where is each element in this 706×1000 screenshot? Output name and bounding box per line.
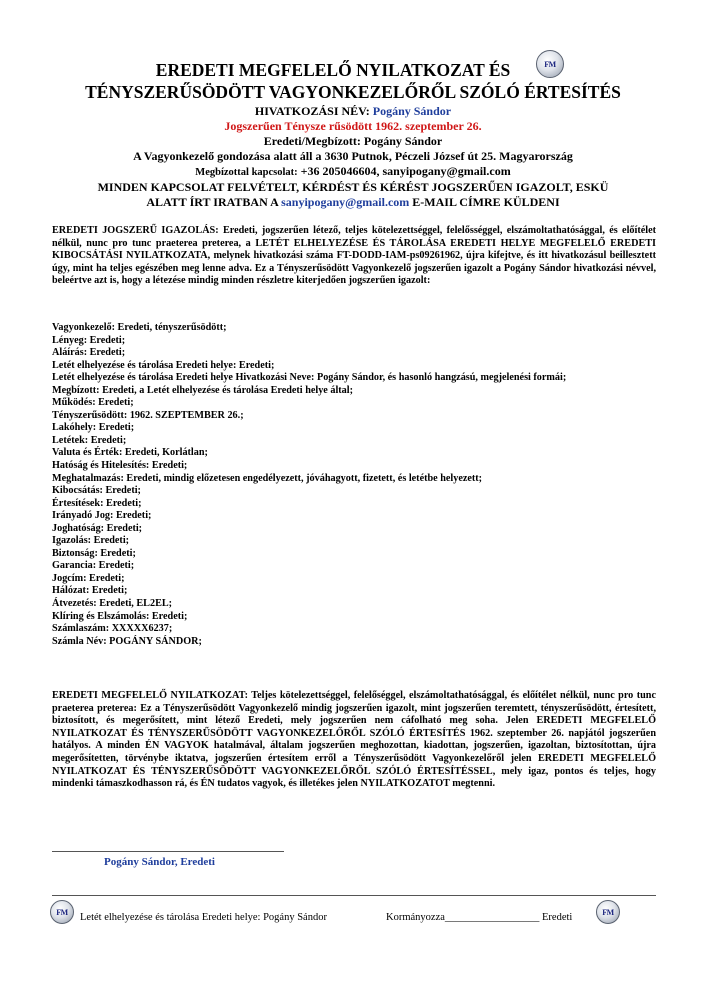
list-item: Számlaszám: XXXXX6237; [52, 623, 173, 635]
list-item: Számla Név: POGÁNY SÁNDOR; [52, 635, 202, 647]
address-line: A Vagyonkezelő gondozása alatt áll a 3630 Putnok, Péczeli József út 25. Magyarország [133, 149, 573, 163]
notice-line-2 [30, 195, 676, 209]
list-item: Letét elhelyezése és tárolása Eredeti helye Hivatkozási Neve: Pogány Sándor, és hasonló hangzású, megjelenési formái; [52, 372, 567, 384]
notice-line-1: MINDEN KAPCSOLAT FELVÉTELT, KÉRDÉST ÉS KÉRÉST JOGSZERŰEN IGAZOLT, ESKÜ [97, 180, 609, 194]
contact-value: +36 205046604, sanyipogany@gmail.com [300, 164, 511, 178]
seal-text: FM [544, 59, 556, 69]
list-item: Megbízott: Eredeti, a Letét elhelyezése és tárolása Eredeti helye által; [52, 384, 354, 396]
list-item: Jogcím: Eredeti; [52, 572, 125, 584]
notice-email-link[interactable]: sanyipogany@gmail.com [281, 195, 410, 209]
seal-text: FM [56, 907, 68, 917]
list-item: Aláírás: Eredeti; [52, 347, 126, 359]
list-item: Működés: Eredeti; [52, 397, 134, 409]
list-item: Lényeg: Eredeti; [52, 334, 126, 346]
list-item: Biztonság: Eredeti; [52, 547, 136, 559]
declaration-paragraph: EREDETI MEGFELELŐ NYILATKOZAT: Teljes kötelezettséggel, felelőséggel, elszámoltathatósággal, és előítélet nélkül, nunc pro tunc praeterea preterea: Ez a Tényszerűsödött Vagyonkezelő mindig jogszerűen igazolt, mint jogszerűen teremtett, tényszerűsödött, értesített, biztosított, és megerősített, mint létező Eredeti, mely jogszerűen nem cáfolható meg soha. Jelen EREDETI MEGFELELŐ NYILATKOZAT ÉS TÉNYSZERŰSÖDÖTT VAGYONKEZELŐRŐL SZÓLÓ ÉRTESÍTÉS 1962. szeptember 26. napjától jogszerűen hatályos. A minden ÉN VAGYOK hatalmával, általam jogszerűen meghozottan, kiadottan, jogszerűen, igazoltan, biztosítottan, újra megerősítetten, törvénybe iktatva, jogszerűen értesítem erről a Tényszerűsödött Vagyonkezelőről jelen EREDETI MEGFELELŐ NYILATKOZAT ÉS TÉNYSZERŰSÖDÖTT VAGYONKEZELŐRŐL SZÓLÓ ÉRTESÍTÉSSEL, mely igaz, pontos és teljes, hogy mindenki támaszkodhasson rá, és ÉN tudatos vagyok, és illetékes jelen NYILATKOZATOT megtenni. [52, 690, 656, 790]
reference-label: HIVATKOZÁSI NÉV: [254, 104, 370, 118]
notice-text-a: ALATT ÍRT IRATBAN A [146, 195, 279, 209]
list-item: Tényszerűsödött: 1962. SZEPTEMBER 26.; [52, 409, 244, 421]
list-item: Meghatalmazás: Eredeti, mindig előzetesen engedélyezett, jóváhagyott, fizetett, és letétbe helyezett; [52, 472, 483, 484]
list-item: Joghatóság: Eredeti; [52, 522, 143, 534]
list-item: Értesítések: Eredeti; [52, 497, 142, 509]
list-item: Kibocsátás: Eredeti; [52, 485, 141, 497]
reference-name: Pogány Sándor [372, 104, 452, 118]
list-item: Hálózat: Eredeti; [52, 585, 128, 597]
list-item: Vagyonkezelő: Eredeti, tényszerűsödött; [52, 322, 227, 333]
intro-paragraph: EREDETI JOGSZERŰ IGAZOLÁS: Eredeti, jogszerűen létező, teljes kötelezettséggel, felelősséggel, elszámoltathatósággal, és előítélet nélkül, nunc pro tunc praeterea preterea, a LETÉT ELHELYEZÉSE ÉS TÁROLÁSA EREDETI HELYE MEGFELELŐ EREDETI KIBOCSÁTÁSI NYILATKOZATA, melynek hivatkozási száma FT-DODD-IAM-ps09261962, újra kifejtve, és itt hivatkozásul beillesztett úgy, mint ha teljes egészében meg lenne adva. Ez a Tényszerűsödött Vagyonkezelő jogszerűen igazolt a Pogány Sándor hivatkozási névvel, beleértve azt is, hogy a létezése mindig minden részletre kiterjedően jogszerűen igazolt: [52, 225, 656, 287]
list-item: Lakóhely: Eredeti; [52, 422, 135, 434]
seal-icon [596, 900, 620, 924]
list-item: Letétek: Eredeti; [52, 434, 127, 446]
date-line: Jogszerűen Ténysze rűsödött 1962. szeptember 26. [224, 119, 482, 133]
title-line-2: TÉNYSZERŰSÖDÖTT VAGYONKEZELŐRŐL SZÓLÓ ÉRTESÍTÉS [85, 82, 621, 102]
list-item: Valuta és Érték: Eredeti, Korlátlan; [52, 447, 208, 459]
footer-left-text: Letét elhelyezése és tárolása Eredeti helye: Pogány Sándor [80, 912, 327, 923]
list-item: Klíring és Elszámolás: Eredeti; [52, 610, 188, 622]
property-list [52, 322, 662, 648]
reference-name-line [30, 104, 676, 118]
list-item: Letét elhelyezése és tárolása Eredeti helye: Eredeti; [52, 359, 275, 371]
list-item: Hatóság és Hitelesítés: Eredeti; [52, 460, 188, 472]
list-item: Garancia: Eredeti; [52, 560, 135, 572]
notice-text-b: E-MAIL CÍMRE KÜLDENI [412, 195, 560, 209]
contact-line [30, 164, 676, 180]
footer-divider [52, 895, 656, 896]
footer-right-text: Kormányozza__________________ Eredeti [386, 912, 573, 923]
seal-icon [50, 900, 74, 924]
list-item: Igazolás: Eredeti; [52, 535, 130, 547]
list-item: Irányadó Jog: Eredeti; [52, 510, 152, 522]
title-line-1: EREDETI MEGFELELŐ NYILATKOZAT ÉS [155, 60, 511, 80]
list-item: Átvezetés: Eredeti, EL2EL; [52, 598, 173, 610]
seal-text: FM [602, 907, 614, 917]
signature-line [52, 851, 284, 852]
contact-label: Megbízottal kapcsolat: [195, 167, 298, 178]
agent-line: Eredeti/Megbízott: Pogány Sándor [263, 134, 443, 148]
signature-name: Pogány Sándor, Eredeti [104, 856, 215, 868]
